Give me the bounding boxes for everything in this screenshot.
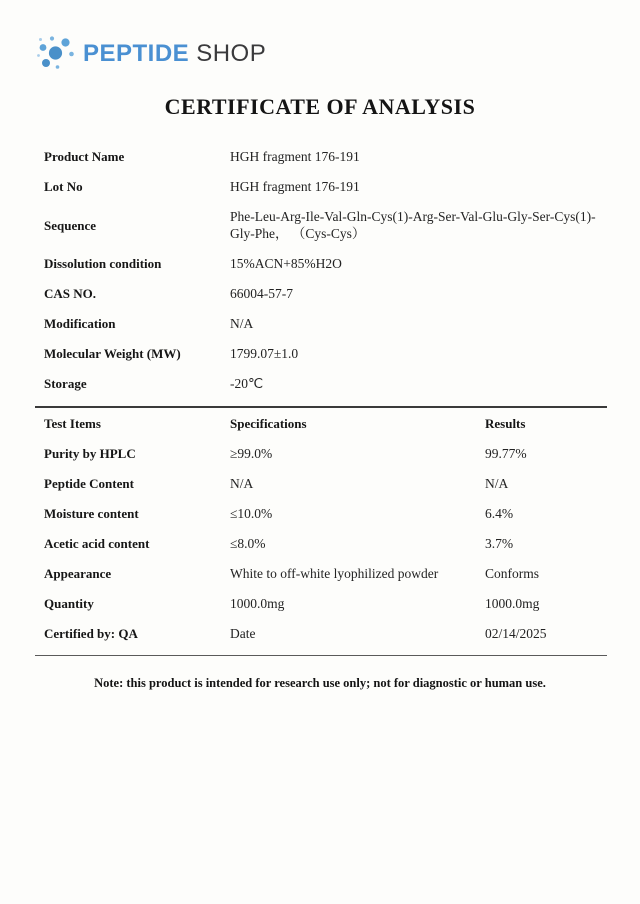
info-label: Storage <box>44 376 87 391</box>
info-label: Dissolution condition <box>44 256 162 271</box>
test-result: 02/14/2025 <box>485 626 547 641</box>
table-top-rule <box>35 406 607 408</box>
page-title: CERTIFICATE OF ANALYSIS <box>164 94 476 119</box>
table-row-appearance <box>44 565 600 582</box>
brand-name-primary: PEPTIDE <box>83 40 190 67</box>
brand-name <box>83 40 266 68</box>
table-row-purity <box>44 445 600 462</box>
molecule-dots-icon <box>35 33 75 75</box>
test-result: 99.77% <box>485 446 527 461</box>
test-item: Purity by HPLC <box>44 446 136 461</box>
info-label: Product Name <box>44 149 125 164</box>
table-row-acetic-acid-content <box>44 535 600 552</box>
test-result: 6.4% <box>485 506 514 521</box>
info-row-cas-no <box>44 285 600 302</box>
info-label: Sequence <box>44 217 96 233</box>
table-row-certified-by <box>44 625 600 642</box>
test-specification: White to off-white lyophilized powder <box>230 566 439 581</box>
column-header-results: Results <box>485 416 526 431</box>
test-specification: N/A <box>230 476 254 491</box>
product-info-section <box>44 148 600 405</box>
info-row-lot-no <box>44 178 600 195</box>
test-item: Moisture content <box>44 506 139 521</box>
test-item: Appearance <box>44 566 112 581</box>
test-result: 1000.0mg <box>485 596 540 611</box>
test-specification: 1000.0mg <box>230 596 285 611</box>
brand-name-secondary: SHOP <box>196 40 267 67</box>
info-row-molecular-weight <box>44 345 600 362</box>
table-bottom-rule <box>35 655 607 656</box>
info-value: 66004-57-7 <box>230 286 293 301</box>
info-value: 15%ACN+85%H2O <box>230 256 342 271</box>
test-result: Conforms <box>485 566 539 581</box>
info-label: Lot No <box>44 179 83 194</box>
info-value: -20℃ <box>230 376 264 391</box>
test-result: 3.7% <box>485 536 514 551</box>
research-use-note: Note: this product is intended for research use only; not for diagnostic or human use. <box>94 676 546 690</box>
test-item: Certified by: QA <box>44 626 138 641</box>
test-item: Peptide Content <box>44 476 134 491</box>
test-specification: ≤8.0% <box>230 536 266 551</box>
info-row-modification <box>44 315 600 332</box>
info-label: Molecular Weight (MW) <box>44 346 181 361</box>
test-specification: ≤10.0% <box>230 506 273 521</box>
test-result: N/A <box>485 476 509 491</box>
info-value: HGH fragment 176-191 <box>230 149 360 164</box>
table-header-row <box>44 415 600 432</box>
info-label: CAS NO. <box>44 286 97 301</box>
test-specification: Date <box>230 626 256 641</box>
table-row-quantity <box>44 595 600 612</box>
info-row-product-name <box>44 148 600 165</box>
info-value: HGH fragment 176-191 <box>230 179 360 194</box>
column-header-test-items: Test Items <box>44 416 101 431</box>
table-row-peptide-content <box>44 475 600 492</box>
test-item: Acetic acid content <box>44 536 150 551</box>
info-row-sequence <box>44 208 600 242</box>
info-value: Phe-Leu-Arg-Ile-Val-Gln-Cys(1)-Arg-Ser-Val-Glu-Gly-Ser-Cys(1)-Gly-Phe， （Cys-Cys） <box>230 209 596 241</box>
test-results-table <box>44 415 600 655</box>
info-value: N/A <box>230 316 254 331</box>
test-specification: ≥99.0% <box>230 446 273 461</box>
table-row-moisture-content <box>44 505 600 522</box>
info-label: Modification <box>44 316 116 331</box>
info-row-dissolution-condition <box>44 255 600 272</box>
brand-logo <box>35 33 266 75</box>
column-header-specifications: Specifications <box>230 416 307 431</box>
info-row-storage <box>44 375 600 392</box>
info-value: 1799.07±1.0 <box>230 346 299 361</box>
test-item: Quantity <box>44 596 94 611</box>
